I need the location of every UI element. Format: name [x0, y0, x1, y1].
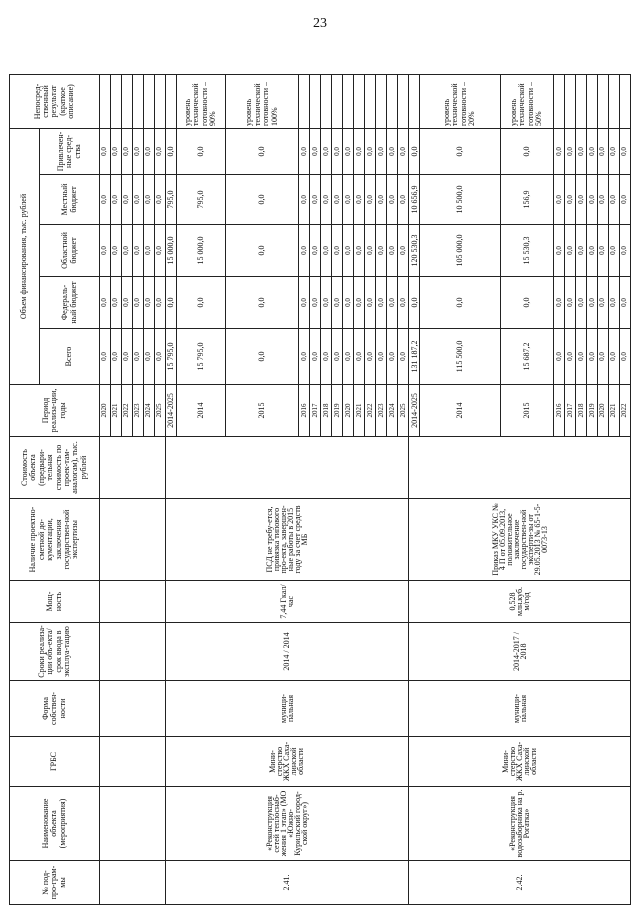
regional-cell: 120 530,3 [409, 225, 420, 277]
federal-cell: 0,0 [343, 277, 354, 329]
project-ownership: муници-пальная [409, 681, 631, 737]
table-row-total [409, 74, 420, 904]
result-cell [398, 74, 409, 128]
attracted-cell: 0,0 [154, 128, 165, 174]
federal-cell: 0,0 [310, 277, 321, 329]
federal-cell: 0,0 [420, 277, 500, 329]
result-cell [143, 74, 154, 128]
attracted-cell: 0,0 [576, 128, 587, 174]
regional-cell: 0,0 [332, 225, 343, 277]
regional-cell: 0,0 [299, 225, 310, 277]
result-cell [387, 74, 398, 128]
year-cell: 2016 [299, 385, 310, 437]
prev-docs-cell [100, 499, 166, 581]
year-cell: 2020 [597, 385, 608, 437]
header-cost: Стоимость объекта (предвари-тельная стоимость по проек-там-аналогам), тыс. рублей [10, 437, 100, 499]
federal-cell: 0,0 [121, 277, 132, 329]
attracted-cell: 0,0 [409, 128, 420, 174]
result-cell [310, 74, 321, 128]
result-cell [132, 74, 143, 128]
project-terms: 2014 / 2014 [165, 623, 408, 681]
year-cell: 2017 [310, 385, 321, 437]
regional-cell: 0,0 [587, 225, 598, 277]
regional-cell: 15 000,0 [165, 225, 176, 277]
total-cell: 0,0 [376, 329, 387, 385]
regional-cell: 0,0 [225, 225, 299, 277]
result-cell [354, 74, 365, 128]
year-cell: 2019 [332, 385, 343, 437]
regional-cell: 0,0 [387, 225, 398, 277]
total-cell: 0,0 [554, 329, 565, 385]
year-cell: 2016 [554, 385, 565, 437]
total-cell: 0,0 [576, 329, 587, 385]
year-cell: 2025 [154, 385, 165, 437]
header-num: № под-про-грам-мы [10, 861, 100, 905]
regional-cell: 0,0 [398, 225, 409, 277]
regional-cell: 0,0 [565, 225, 576, 277]
result-cell [565, 74, 576, 128]
regional-cell: 0,0 [576, 225, 587, 277]
prev-num-cell [100, 861, 166, 905]
attracted-cell: 0,0 [343, 128, 354, 174]
attracted-cell: 0,0 [565, 128, 576, 174]
regional-cell: 0,0 [310, 225, 321, 277]
project-num: 2.42. [409, 861, 631, 905]
regional-cell: 0,0 [110, 225, 121, 277]
local-cell: 0,0 [365, 175, 376, 225]
local-cell: 0,0 [576, 175, 587, 225]
header-row-top [10, 74, 40, 904]
attracted-cell: 0,0 [332, 128, 343, 174]
local-cell: 0,0 [321, 175, 332, 225]
result-cell: уровень технической готовности – 50% [500, 74, 554, 128]
header-federal: Федераль-ный бюджет [40, 277, 100, 329]
project-capacity: 0,528 млн.куб. м/год [409, 581, 631, 623]
attracted-cell: 0,0 [387, 128, 398, 174]
federal-cell: 0,0 [299, 277, 310, 329]
year-cell: 2020 [100, 385, 111, 437]
result-cell [587, 74, 598, 128]
attracted-cell: 0,0 [365, 128, 376, 174]
header-total: Всего [40, 329, 100, 385]
header-regional: Областной бюджет [40, 225, 100, 277]
local-cell: 0,0 [565, 175, 576, 225]
total-cell: 0,0 [100, 329, 111, 385]
prev-ownership-cell [100, 681, 166, 737]
result-cell [299, 74, 310, 128]
local-cell: 0,0 [299, 175, 310, 225]
project-terms: 2014-2017 / 2018 [409, 623, 631, 681]
funding-table [9, 74, 631, 905]
prev-name-cell [100, 787, 166, 861]
result-cell: уровень технической готовности – 20% [420, 74, 500, 128]
attracted-cell: 0,0 [587, 128, 598, 174]
total-cell: 0,0 [619, 329, 630, 385]
year-cell: 2025 [398, 385, 409, 437]
federal-cell: 0,0 [608, 277, 619, 329]
header-capacity: Мощ-ность [10, 581, 100, 623]
local-cell: 0,0 [121, 175, 132, 225]
federal-cell: 0,0 [143, 277, 154, 329]
prev-capacity-cell [100, 581, 166, 623]
total-cell: 0,0 [608, 329, 619, 385]
result-cell: уровень технической готовности – 100% [225, 74, 299, 128]
total-cell: 0,0 [310, 329, 321, 385]
year-cell: 2021 [354, 385, 365, 437]
local-cell: 0,0 [143, 175, 154, 225]
page-number: 23 [313, 16, 327, 31]
regional-cell: 0,0 [121, 225, 132, 277]
federal-cell: 0,0 [132, 277, 143, 329]
local-cell: 0,0 [587, 175, 598, 225]
total-cell: 0,0 [121, 329, 132, 385]
total-cell: 115 500,0 [420, 329, 500, 385]
local-cell: 0,0 [343, 175, 354, 225]
local-cell: 0,0 [619, 175, 630, 225]
table-row-total [165, 74, 176, 904]
total-cell: 0,0 [132, 329, 143, 385]
local-cell: 10 500,0 [420, 175, 500, 225]
regional-cell: 0,0 [100, 225, 111, 277]
total-cell: 0,0 [225, 329, 299, 385]
header-result: Непосред-ственный результат (краткое описание) [10, 74, 100, 128]
year-cell: 2022 [619, 385, 630, 437]
federal-cell: 0,0 [100, 277, 111, 329]
year-cell: 2019 [587, 385, 598, 437]
year-cell: 2021 [110, 385, 121, 437]
federal-cell: 0,0 [587, 277, 598, 329]
year-cell: 2017 [565, 385, 576, 437]
local-cell: 0,0 [100, 175, 111, 225]
regional-cell: 0,0 [321, 225, 332, 277]
table-row [100, 74, 111, 904]
header-grbs: ГРБС [10, 737, 100, 787]
regional-cell: 15 530,3 [500, 225, 554, 277]
local-cell: 0,0 [597, 175, 608, 225]
year-cell: 2022 [121, 385, 132, 437]
year-cell: 2022 [365, 385, 376, 437]
local-cell: 0,0 [132, 175, 143, 225]
header-period: Период реализа-ции, годы [10, 385, 100, 437]
result-cell [409, 74, 420, 128]
year-cell: 2014 [176, 385, 225, 437]
regional-cell: 0,0 [376, 225, 387, 277]
project-cost [165, 437, 408, 499]
attracted-cell: 0,0 [376, 128, 387, 174]
project-docs: ПСД не требу-ется, привязка типового про-екта, завершен-ные работы в 2015 году за счет средств МБ [165, 499, 408, 581]
federal-cell: 0,0 [321, 277, 332, 329]
federal-cell: 0,0 [225, 277, 299, 329]
federal-cell: 0,0 [165, 277, 176, 329]
result-cell [365, 74, 376, 128]
result-cell [165, 74, 176, 128]
total-cell: 0,0 [365, 329, 376, 385]
attracted-cell: 0,0 [110, 128, 121, 174]
federal-cell: 0,0 [110, 277, 121, 329]
regional-cell: 105 000,0 [420, 225, 500, 277]
local-cell: 0,0 [332, 175, 343, 225]
attracted-cell: 0,0 [597, 128, 608, 174]
attracted-cell: 0,0 [132, 128, 143, 174]
result-cell [619, 74, 630, 128]
federal-cell: 0,0 [565, 277, 576, 329]
project-docs: Приказ МКУ УКС № 4 П от 05.09.2013, положительное заключение государствен-ной эксперти-зы от 29.05.2013 № 65-1-5-0073-13 [409, 499, 631, 581]
result-cell [121, 74, 132, 128]
regional-cell: 0,0 [608, 225, 619, 277]
project-grbs: Мини-стерство ЖКХ Саха-линской области [165, 737, 408, 787]
attracted-cell: 0,0 [619, 128, 630, 174]
regional-cell: 0,0 [343, 225, 354, 277]
local-cell: 0,0 [310, 175, 321, 225]
year-cell: 2021 [608, 385, 619, 437]
table-body [100, 74, 631, 904]
project-name: «Реконструкция водозаборника на р. Рогатка» [409, 787, 631, 861]
result-cell: уровень технической готовности – 90% [176, 74, 225, 128]
federal-cell: 0,0 [619, 277, 630, 329]
total-cell: 0,0 [332, 329, 343, 385]
result-cell [554, 74, 565, 128]
attracted-cell: 0,0 [420, 128, 500, 174]
regional-cell: 0,0 [132, 225, 143, 277]
federal-cell: 0,0 [154, 277, 165, 329]
federal-cell: 0,0 [365, 277, 376, 329]
result-cell [576, 74, 587, 128]
federal-cell: 0,0 [398, 277, 409, 329]
total-cell: 0,0 [343, 329, 354, 385]
result-cell [332, 74, 343, 128]
total-cell: 131 187,2 [409, 329, 420, 385]
total-cell: 0,0 [143, 329, 154, 385]
local-cell: 0,0 [154, 175, 165, 225]
result-cell [110, 74, 121, 128]
total-cell: 0,0 [597, 329, 608, 385]
total-cell: 15 687,2 [500, 329, 554, 385]
prev-grbs-cell [100, 737, 166, 787]
attracted-cell: 0,0 [143, 128, 154, 174]
header-local: Местный бюджет [40, 175, 100, 225]
federal-cell: 0,0 [387, 277, 398, 329]
attracted-cell: 0,0 [500, 128, 554, 174]
local-cell: 0,0 [398, 175, 409, 225]
local-cell: 0,0 [376, 175, 387, 225]
result-cell [608, 74, 619, 128]
local-cell: 0,0 [387, 175, 398, 225]
total-cell: 0,0 [299, 329, 310, 385]
attracted-cell: 0,0 [176, 128, 225, 174]
federal-cell: 0,0 [354, 277, 365, 329]
year-cell: 2023 [132, 385, 143, 437]
year-cell: 2014-2025 [165, 385, 176, 437]
project-name: «Реконструкция сетей теплоснаб-жения 1 этап» (МО «Южно-Курильский город-ской округ») [165, 787, 408, 861]
local-cell: 156,9 [500, 175, 554, 225]
federal-cell: 0,0 [554, 277, 565, 329]
rotated-table-sheet [9, 75, 631, 905]
local-cell: 0,0 [554, 175, 565, 225]
year-cell: 2018 [576, 385, 587, 437]
regional-cell: 0,0 [554, 225, 565, 277]
local-cell: 0,0 [110, 175, 121, 225]
year-cell: 2015 [225, 385, 299, 437]
local-cell: 0,0 [225, 175, 299, 225]
result-cell [597, 74, 608, 128]
local-cell: 0,0 [354, 175, 365, 225]
federal-cell: 0,0 [176, 277, 225, 329]
attracted-cell: 0,0 [121, 128, 132, 174]
project-grbs: Мини-стерство ЖКХ Саха-линской области [409, 737, 631, 787]
header-ownership: Форма собствен-ности [10, 681, 100, 737]
project-ownership: муници-пальная [165, 681, 408, 737]
total-cell: 0,0 [387, 329, 398, 385]
local-cell: 0,0 [608, 175, 619, 225]
year-cell: 2020 [343, 385, 354, 437]
result-cell [154, 74, 165, 128]
year-cell: 2023 [376, 385, 387, 437]
attracted-cell: 0,0 [299, 128, 310, 174]
result-cell [376, 74, 387, 128]
year-cell: 2014-2025 [409, 385, 420, 437]
attracted-cell: 0,0 [100, 128, 111, 174]
attracted-cell: 0,0 [165, 128, 176, 174]
total-cell: 0,0 [565, 329, 576, 385]
total-cell: 0,0 [354, 329, 365, 385]
header-name: Наименование объекта (мероприятия) [10, 787, 100, 861]
local-cell: 795,0 [176, 175, 225, 225]
attracted-cell: 0,0 [398, 128, 409, 174]
federal-cell: 0,0 [597, 277, 608, 329]
result-cell [321, 74, 332, 128]
federal-cell: 0,0 [332, 277, 343, 329]
header-funding-group: Объем финансирования, тыс. рублей [10, 128, 40, 384]
local-cell: 795,0 [165, 175, 176, 225]
prev-cost-cell [100, 437, 166, 499]
year-cell: 2014 [420, 385, 500, 437]
year-cell: 2018 [321, 385, 332, 437]
regional-cell: 0,0 [154, 225, 165, 277]
result-cell [100, 74, 111, 128]
total-cell: 0,0 [398, 329, 409, 385]
attracted-cell: 0,0 [225, 128, 299, 174]
project-capacity: 7,44 Гкал/час [165, 581, 408, 623]
total-cell: 15 795,0 [165, 329, 176, 385]
attracted-cell: 0,0 [310, 128, 321, 174]
attracted-cell: 0,0 [321, 128, 332, 174]
header-attracted: Привлечен-ные сред-ства [40, 128, 100, 174]
prev-terms-cell [100, 623, 166, 681]
federal-cell: 0,0 [376, 277, 387, 329]
regional-cell: 15 000,0 [176, 225, 225, 277]
regional-cell: 0,0 [597, 225, 608, 277]
regional-cell: 0,0 [143, 225, 154, 277]
total-cell: 0,0 [587, 329, 598, 385]
regional-cell: 0,0 [365, 225, 376, 277]
federal-cell: 0,0 [500, 277, 554, 329]
result-cell [343, 74, 354, 128]
header-docs: Наличие проектно-сметной до-кументации, заключения государствен-ной экспертизы [10, 499, 100, 581]
total-cell: 0,0 [110, 329, 121, 385]
attracted-cell: 0,0 [354, 128, 365, 174]
attracted-cell: 0,0 [608, 128, 619, 174]
header-terms: Сроки реализа-ции объ-екта/срок ввода в эксплуа-тацию [10, 623, 100, 681]
federal-cell: 0,0 [576, 277, 587, 329]
project-cost [409, 437, 631, 499]
total-cell: 0,0 [321, 329, 332, 385]
local-cell: 10 656,9 [409, 175, 420, 225]
project-num: 2.41. [165, 861, 408, 905]
regional-cell: 0,0 [619, 225, 630, 277]
year-cell: 2015 [500, 385, 554, 437]
year-cell: 2024 [387, 385, 398, 437]
year-cell: 2024 [143, 385, 154, 437]
total-cell: 15 795,0 [176, 329, 225, 385]
attracted-cell: 0,0 [554, 128, 565, 174]
federal-cell: 0,0 [409, 277, 420, 329]
regional-cell: 0,0 [354, 225, 365, 277]
total-cell: 0,0 [154, 329, 165, 385]
